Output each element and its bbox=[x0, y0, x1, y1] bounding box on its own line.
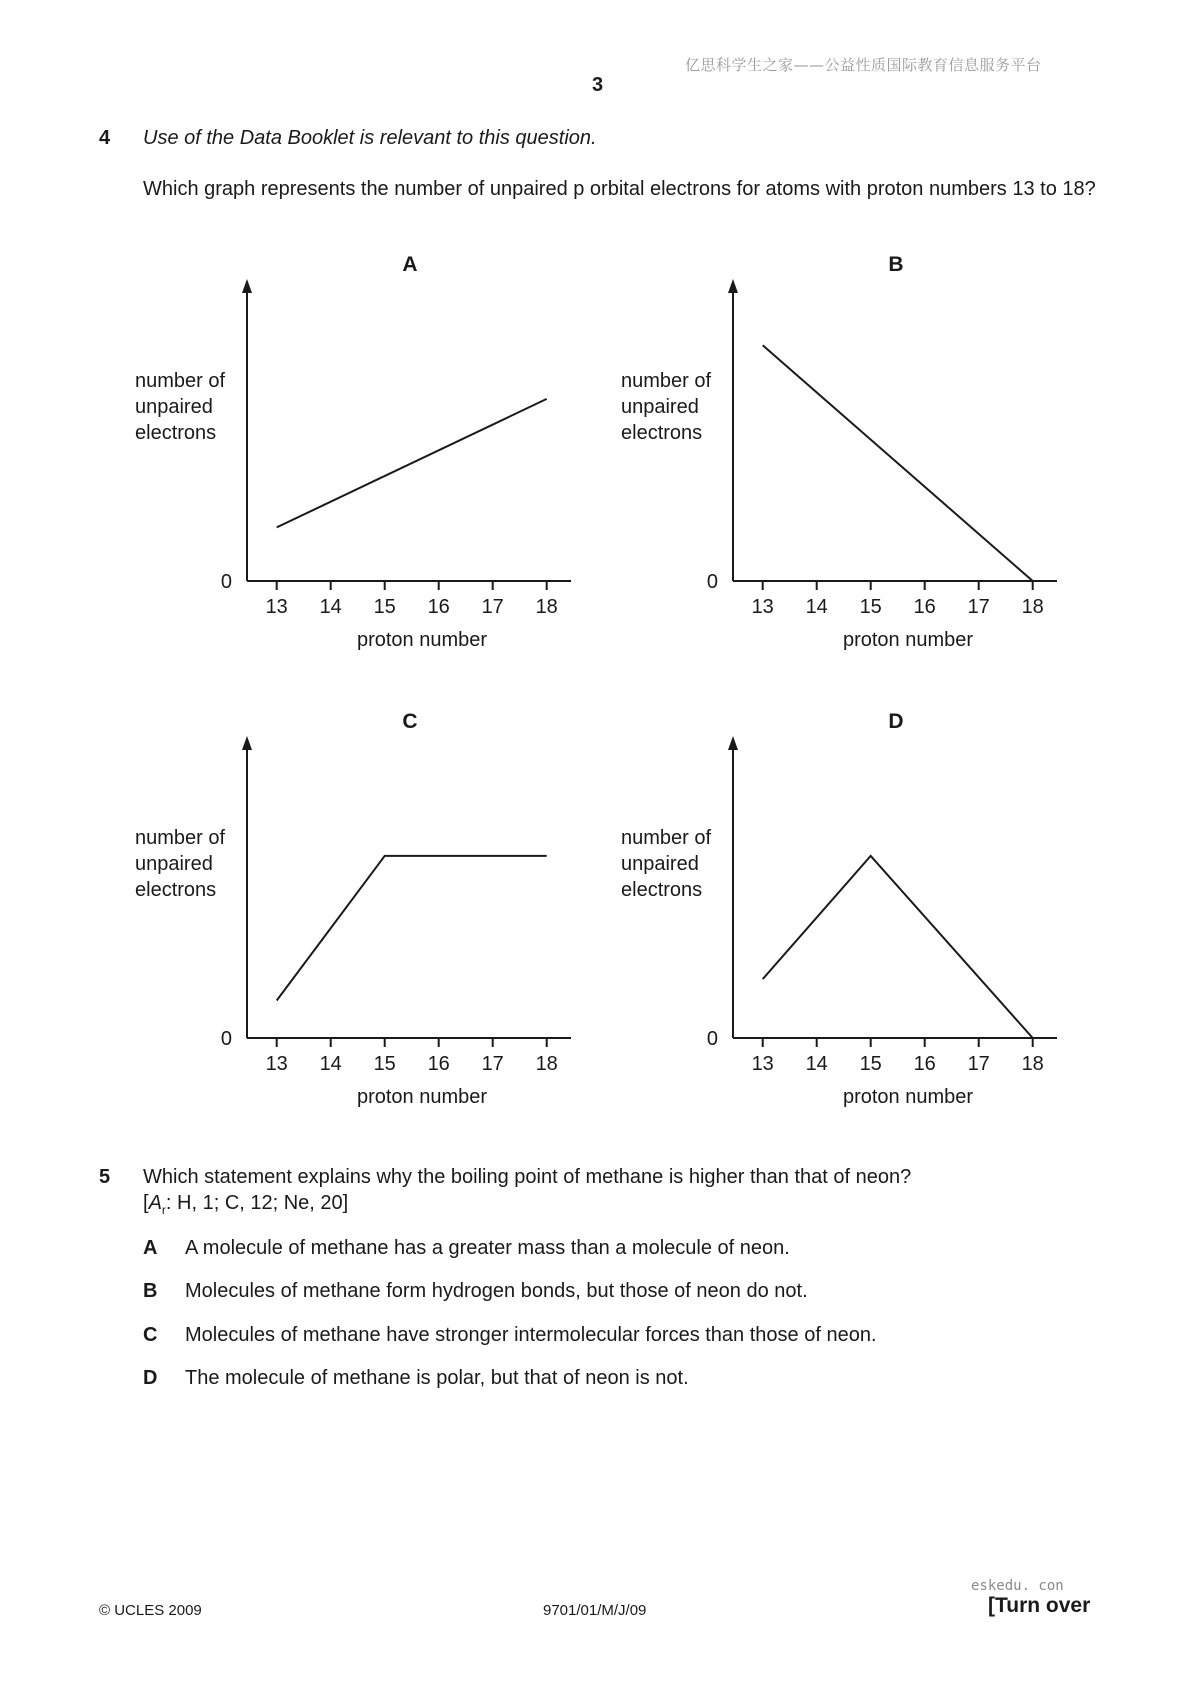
header-watermark: 亿思科学生之家——公益性质国际教育信息服务平台 bbox=[685, 56, 1042, 74]
graph-c-x-tick-label: 16 bbox=[427, 1053, 450, 1075]
graph-d-x-tick-label: 13 bbox=[751, 1053, 774, 1075]
graph-c-data-line bbox=[277, 856, 547, 1001]
ar-values: : H, 1; C, 12; Ne, 20] bbox=[165, 1192, 349, 1214]
graph-a-x-label: proton number bbox=[356, 629, 488, 651]
graph-a-y-label-line: number of bbox=[135, 370, 226, 392]
footer-watermark: eskedu. con bbox=[971, 1578, 1064, 1594]
graph-a-title: A bbox=[402, 253, 418, 276]
graph-a-y-zero-label: 0 bbox=[220, 571, 232, 593]
option-a-text: A molecule of methane has a greater mass than a molecule of neon. bbox=[185, 1237, 790, 1259]
option-a-letter: A bbox=[143, 1237, 158, 1259]
graph-b-y-label-line: unpaired bbox=[621, 396, 699, 418]
graph-a-y-label-line: unpaired bbox=[135, 396, 213, 418]
graph-c-y-label-line: unpaired bbox=[135, 853, 213, 875]
ar-symbol: A bbox=[148, 1192, 162, 1214]
graph-c-y-label-line: number of bbox=[135, 827, 226, 849]
question-5-text: Which statement explains why the boiling point of methane is higher than that of neon? bbox=[143, 1166, 912, 1188]
graph-a-x-tick-label: 17 bbox=[481, 596, 504, 618]
option-d-letter: D bbox=[143, 1367, 158, 1389]
relative-atomic-mass-data bbox=[143, 1192, 348, 1217]
graph-b-x-tick-label: 15 bbox=[859, 596, 882, 618]
graph-a-x-tick-label: 18 bbox=[535, 596, 558, 618]
graph-b-x-tick-label: 17 bbox=[967, 596, 990, 618]
graph-b-x-tick-label: 13 bbox=[751, 596, 774, 618]
graph-d-y-label-line: number of bbox=[621, 827, 712, 849]
graph-b-y-label-line: number of bbox=[621, 370, 712, 392]
option-c-letter: C bbox=[143, 1324, 158, 1346]
ar-open-bracket: [ bbox=[143, 1192, 149, 1214]
graph-c-x-tick-label: 17 bbox=[481, 1053, 504, 1075]
graph-c-x-tick-label: 15 bbox=[373, 1053, 396, 1075]
graph-c-x-tick-label: 14 bbox=[319, 1053, 342, 1075]
graph-b-y-label-line: electrons bbox=[621, 422, 703, 444]
graph-b-x-label: proton number bbox=[842, 629, 974, 651]
option-b-letter: B bbox=[143, 1280, 158, 1302]
graph-d-x-label: proton number bbox=[842, 1086, 974, 1108]
footer-copyright: © UCLES 2009 bbox=[99, 1602, 202, 1619]
graph-b-title: B bbox=[888, 253, 904, 276]
page-number: 3 bbox=[592, 74, 604, 96]
graph-d-y-label-line: electrons bbox=[621, 879, 703, 901]
graph-a-x-tick-label: 16 bbox=[427, 596, 450, 618]
graph-a-x-tick-label: 13 bbox=[265, 596, 288, 618]
question-5-number: 5 bbox=[99, 1166, 111, 1188]
graph-b-y-zero-label: 0 bbox=[706, 571, 718, 593]
graph-d-x-tick-label: 16 bbox=[913, 1053, 936, 1075]
graph-d-x-tick-label: 18 bbox=[1021, 1053, 1044, 1075]
option-b-text: Molecules of methane form hydrogen bonds, but those of neon do not. bbox=[185, 1280, 808, 1302]
question-4-text: Which graph represents the number of unpaired p orbital electrons for atoms with proton numbers 13 to 18? bbox=[143, 178, 1096, 200]
graph-a-x-tick-label: 15 bbox=[373, 596, 396, 618]
option-d-text: The molecule of methane is polar, but that of neon is not. bbox=[185, 1367, 689, 1389]
footer-paper-code: 9701/01/M/J/09 bbox=[543, 1602, 647, 1619]
graph-c-x-tick-label: 18 bbox=[535, 1053, 558, 1075]
question-4-number: 4 bbox=[99, 127, 111, 149]
graph-a-y-label-line: electrons bbox=[135, 422, 217, 444]
graph-d-y-label-line: unpaired bbox=[621, 853, 699, 875]
graph-c-x-label: proton number bbox=[356, 1086, 488, 1108]
graph-d-x-tick-label: 14 bbox=[805, 1053, 828, 1075]
graph-a-data-line bbox=[277, 399, 547, 528]
graph-d-data-line bbox=[763, 856, 1033, 1038]
graph-a-x-tick-label: 14 bbox=[319, 596, 342, 618]
question-4-intro: Use of the Data Booklet is relevant to this question. bbox=[143, 127, 597, 149]
ar-subscript: r bbox=[161, 1203, 166, 1217]
graph-d-y-zero-label: 0 bbox=[706, 1028, 718, 1050]
graph-c-title: C bbox=[402, 710, 418, 733]
graph-d-title: D bbox=[888, 710, 904, 733]
graph-b-x-tick-label: 14 bbox=[805, 596, 828, 618]
graph-c-y-zero-label: 0 bbox=[220, 1028, 232, 1050]
graph-c-y-label-line: electrons bbox=[135, 879, 217, 901]
graph-c-x-tick-label: 13 bbox=[265, 1053, 288, 1075]
option-c-text: Molecules of methane have stronger intermolecular forces than those of neon. bbox=[185, 1324, 877, 1346]
graph-d-x-tick-label: 15 bbox=[859, 1053, 882, 1075]
graph-b-x-tick-label: 16 bbox=[913, 596, 936, 618]
footer-turn-over: [Turn over bbox=[988, 1594, 1091, 1617]
graph-d-x-tick-label: 17 bbox=[967, 1053, 990, 1075]
graph-b-x-tick-label: 18 bbox=[1021, 596, 1044, 618]
graph-b-data-line bbox=[763, 345, 1033, 581]
